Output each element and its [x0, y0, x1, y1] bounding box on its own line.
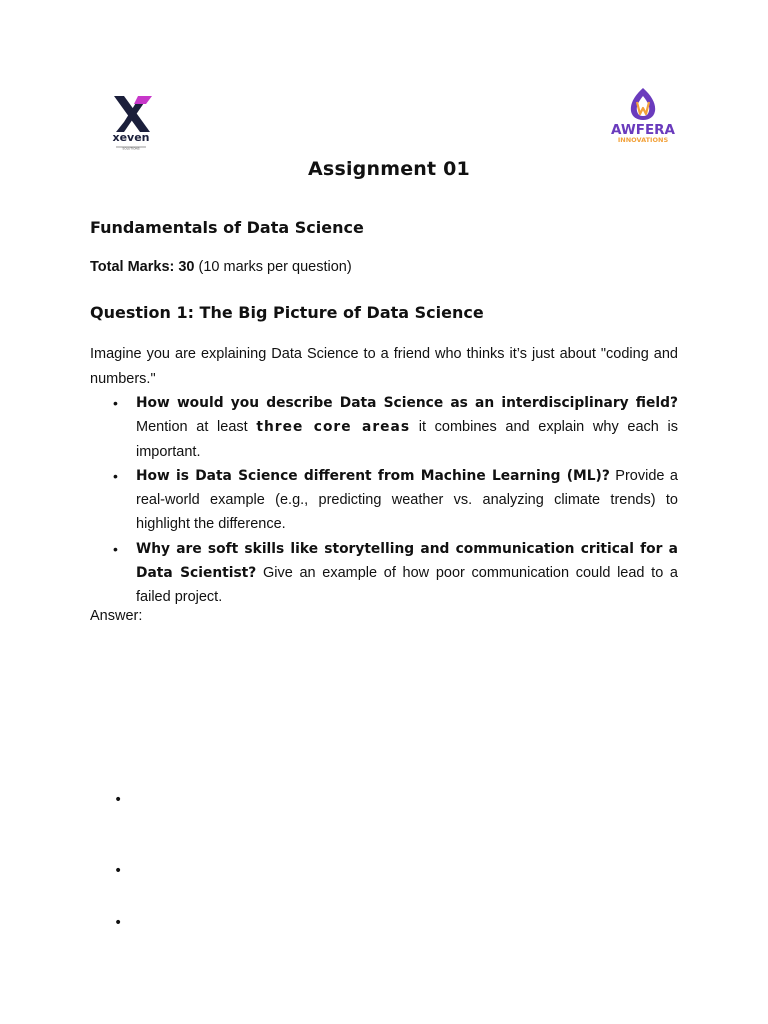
- list-item: [90, 464, 678, 537]
- marks-note: (10 marks per question): [194, 259, 352, 275]
- list-item: [90, 537, 678, 610]
- bullet-1-bold: How would you describe Data Science as an interdisciplinary field?: [136, 395, 678, 411]
- bullet-dot: •: [113, 395, 118, 411]
- xeven-logo-text: xeven: [112, 131, 150, 144]
- empty-bullet-2: •: [114, 863, 123, 879]
- bullet-dot: •: [113, 467, 118, 484]
- bullet-dot: •: [113, 540, 118, 557]
- answer-label: Answer:: [90, 608, 143, 624]
- bullet-1-text-after: it combines and explain why each is important.: [136, 419, 678, 460]
- question-1-heading: Question 1: The Big Picture of Data Science: [90, 303, 484, 322]
- question-bullets: [90, 391, 678, 610]
- awfera-logo-text: AWFERA: [610, 122, 676, 138]
- bullet-2-bold: How is Data Science different from Machine Learning (ML)?: [136, 467, 610, 484]
- total-marks-label: Total Marks: 30: [90, 259, 195, 275]
- bullet-3-text: Give an example of how poor communication could lead to a failed project.: [136, 565, 678, 606]
- awfera-logo: [604, 84, 682, 146]
- xeven-logo-subtext: SOLUTIONS: [122, 146, 140, 151]
- subject-heading: Fundamentals of Data Science: [90, 218, 364, 237]
- bullet-2-text: Provide a real-world example (e.g., predicting weather vs. analyzing climate trends) to highlight the difference.: [136, 467, 679, 533]
- bullet-1-emphasis: three core areas: [256, 419, 411, 436]
- awfera-logo-subtext: INNOVATIONS: [617, 136, 669, 144]
- empty-bullet-1: •: [114, 792, 123, 808]
- bullet-3-bold: Why are soft skills like storytelling and communication critical for a Data Scientist?: [136, 540, 678, 582]
- bullet-1-text-before: Mention at least: [136, 419, 257, 436]
- xeven-logo: [100, 92, 162, 154]
- question-intro: Imagine you are explaining Data Science to a friend who thinks it’s just about "coding and numbers.": [90, 346, 678, 387]
- total-marks-line: [90, 259, 352, 275]
- list-item: [90, 391, 678, 464]
- assignment-title: Assignment 01: [308, 158, 470, 180]
- empty-bullet-3: •: [114, 915, 123, 931]
